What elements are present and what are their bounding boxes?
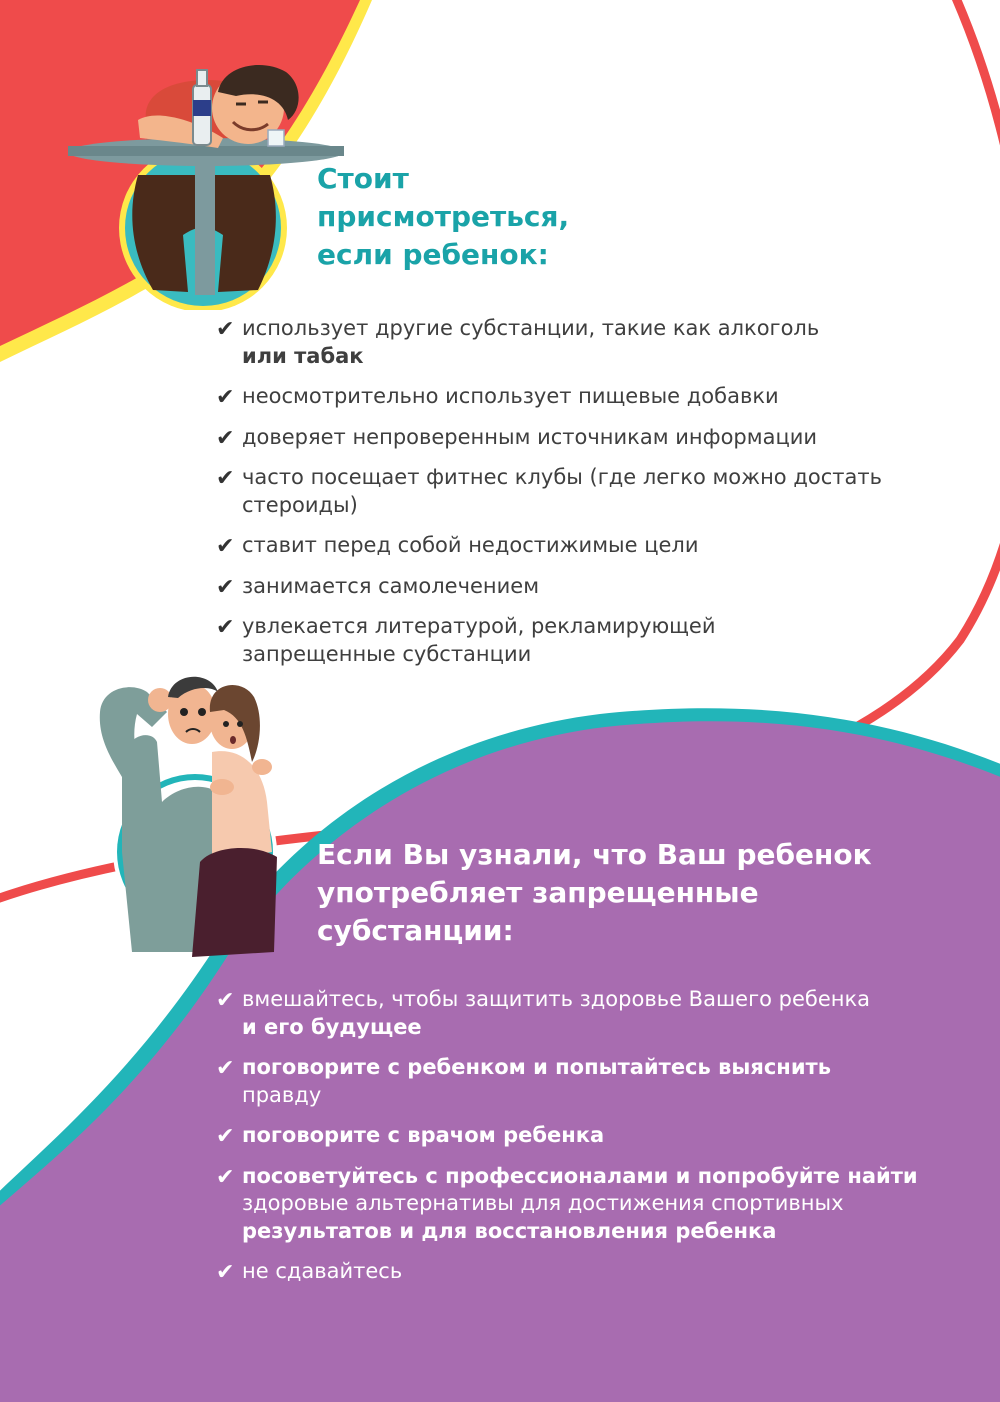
list-item: [216, 1163, 936, 1246]
section2-title-line: употребляет запрещенные: [317, 876, 759, 909]
section2-title: [317, 836, 872, 950]
list-item: [216, 573, 936, 601]
checkmark-icon: ✔: [216, 466, 235, 491]
section1-checklist: [216, 315, 936, 681]
checkmark-icon: ✔: [216, 1056, 235, 1081]
list-item-line: доверяет непроверенным источникам информации: [242, 424, 818, 449]
list-item-line: и его будущее: [242, 1014, 422, 1039]
section1-title-line: если ребенок:: [317, 238, 549, 271]
list-item-line: занимается самолечением: [242, 573, 540, 598]
list-item: [216, 383, 936, 411]
checkmark-icon: ✔: [216, 1260, 235, 1285]
list-item: [216, 613, 936, 668]
section2-title-line: Если Вы узнали, что Ваш ребенок: [317, 838, 872, 871]
list-item-line: поговорите с врачом ребенка: [242, 1123, 605, 1147]
list-item-line: вмешайтесь, чтобы защитить здоровье Вашего ребенка: [242, 987, 871, 1011]
section1-title-line: присмотреться,: [317, 200, 570, 233]
section1-title-line: Стоит: [317, 162, 409, 195]
section1-title: [317, 160, 569, 274]
list-item: [216, 1122, 936, 1150]
section2-title-line: субстанции:: [317, 914, 514, 947]
list-item: [216, 1054, 936, 1109]
checkmark-icon: ✔: [216, 574, 235, 600]
list-item: [216, 532, 936, 560]
list-item-line: поговорите с ребенком и попытайтесь выяснить: [242, 1055, 831, 1079]
list-item: [216, 315, 936, 370]
list-item: [216, 424, 936, 452]
checkmark-icon: ✔: [216, 988, 235, 1013]
checkmark-icon: ✔: [216, 534, 235, 559]
list-item-line: неосмотрительно использует пищевые добавки: [242, 384, 779, 408]
checkmark-icon: ✔: [216, 1164, 235, 1190]
list-item-line: ставит перед собой недостижимые цели: [242, 533, 699, 557]
checkmark-icon: ✔: [216, 425, 235, 451]
list-item: [216, 986, 936, 1041]
list-item-line: или табак: [242, 343, 364, 368]
section2-checklist: [216, 986, 936, 1299]
list-item: [216, 1258, 936, 1286]
drunk-man-at-table-icon: [58, 60, 358, 310]
list-item-line: стероиды): [242, 492, 358, 517]
list-item-line: посоветуйтесь с профессионалами и попробуйте найти: [242, 1163, 918, 1188]
checkmark-icon: ✔: [216, 1124, 235, 1149]
list-item-line: не сдавайтесь: [242, 1259, 403, 1283]
checkmark-icon: ✔: [216, 317, 235, 342]
list-item: [216, 464, 936, 519]
list-item-line: запрещенные субстанции: [242, 641, 532, 666]
list-item-line: результатов и для восстановления ребенка: [242, 1218, 777, 1243]
list-item-line: использует другие субстанции, такие как алкоголь: [242, 316, 820, 340]
worried-parents-icon: [92, 652, 292, 962]
checkmark-icon: ✔: [216, 615, 235, 640]
list-item-line: увлекается литературой, рекламирующей: [242, 614, 716, 638]
list-item-line: здоровые альтернативы для достижения спортивных: [242, 1191, 844, 1215]
checkmark-icon: ✔: [216, 385, 235, 410]
list-item-line: часто посещает фитнес клубы (где легко можно достать: [242, 465, 882, 489]
list-item-line: правду: [242, 1082, 322, 1107]
